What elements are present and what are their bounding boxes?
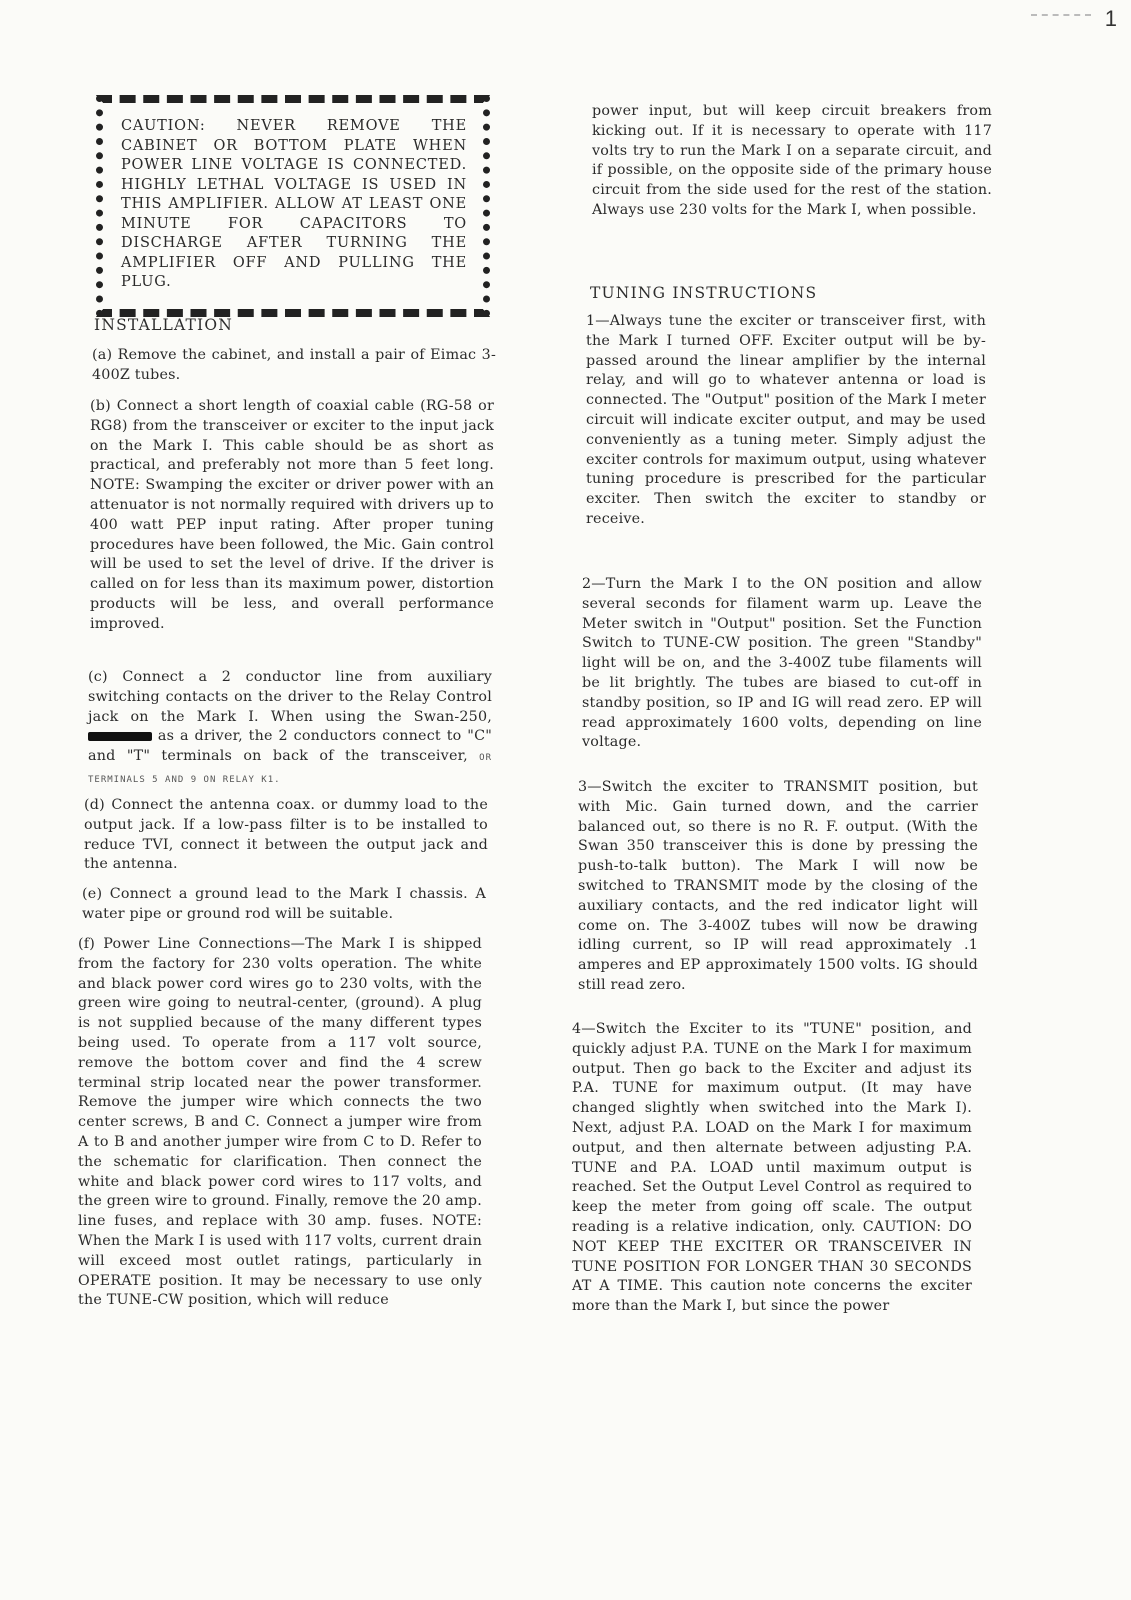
tuning-step-2: 2—Turn the Mark I to the ON position and allow several seconds for filament warm up. Leave the Meter switch in "Output" position. Set the Function Switch to TUNE-CW position. The green "Standby" light will be on, and the 3-400Z tube filaments will be lit brightly. The tubes are biased to cut-off in standby position, so IP and IG will read zero. EP will read approximately 1600 volts, depending on line voltage.	[582, 576, 982, 751]
installation-step-b: (b) Connect a short length of coaxial cable (RG-58 or RG8) from the transceiver or exciter to the input jack on the Mark I. This cable should be as short as practical, and preferably not more than 5 feet long. NOTE: Swamping the exciter or driver power with an attenuator is not normally required with drivers up to 400 watt PEP input rating. After proper tuning procedures have been followed, the Mic. Gain control will be used to set the level of drive. If the driver is called on for less than its maximum power, distortion products will be less, and overall performance improved.	[90, 398, 494, 632]
installation-step-d: (d) Connect the antenna coax. or dummy load to the output jack. If a low-pass filter is to be installed to reduce TVI, connect it between the output jack and the antenna.	[84, 797, 488, 873]
installation-step-c-text-1: (c) Connect a 2 conductor line from auxiliary switching contacts on the driver to the Relay Control jack on the Mark I. When using the Swan-250,	[88, 669, 492, 725]
corner-mark	[1031, 14, 1091, 18]
tuning-step-4: 4—Switch the Exciter to its "TUNE" position, and quickly adjust P.A. TUNE on the Mark I for maximum output. Then go back to the Exciter and adjust its P.A. TUNE for maximum output. (It may have changed slightly when switched into the Mark I). Next, adjust P.A. LOAD on the Mark I for maximum output, and then alternate between adjusting P.A. TUNE and P.A. LOAD until maximum output is reached. Set the Output Level Control as required to keep the meter from going off scale. The output reading is a relative indication, only. CAUTION: DO NOT KEEP THE EXCITER OR TRANSCEIVER IN TUNE POSITION FOR LONGER THAN 30 SECONDS AT A TIME. This caution note concerns the exciter more than the Mark I, but since the power	[572, 1021, 972, 1315]
installation-step-f: (f) Power Line Connections—The Mark I is shipped from the factory for 230 volts operation. The white and black power cord wires go to 230 volts, with the green wire going to neutral-center, (ground). A plug is not supplied because of the many different types being used. To operate from a 117 volt source, remove the bottom cover and find the 4 screw terminal strip located near the power transformer. Remove the jumper wire which connects the two center screws, B and C. Connect a jumper wire from A to B and another jumper wire from C to D. Refer to the schematic for clarification. Then connect the white and black power cord wires to 117 volts, and the green wire to ground. Finally, remove the 20 amp. line fuses, and replace with 30 amp. fuses. NOTE: When the Mark I is used with 117 volts, current drain will exceed most outlet ratings, particularly in OPERATE position. It may be necessary to use only the TUNE-CW position, which will reduce	[78, 936, 482, 1309]
caution-text: CAUTION: NEVER REMOVE THE CABINET OR BOTTOM PLATE WHEN POWER LINE VOLTAGE IS CONNECTED. HIGHLY LETHAL VOLTAGE IS USED IN THIS AMPLIFIER. ALLOW AT LEAST ONE MINUTE FOR CAPACITORS TO DISCHARGE AFTER TURNING THE AMPLIFIER OFF AND PULLING THE PLUG.	[121, 118, 467, 290]
installation-heading: INSTALLATION	[94, 316, 234, 334]
caution-box	[96, 95, 490, 317]
installation-step-e: (e) Connect a ground lead to the Mark I chassis. A water pipe or ground rod will be suitable.	[82, 886, 486, 922]
page-number: 1	[1104, 6, 1117, 31]
tuning-heading: TUNING INSTRUCTIONS	[590, 284, 818, 302]
installation-step-c-text-2: as a driver, the 2 conductors connect to "C" and "T" terminals on back of the transceiver,	[88, 728, 492, 765]
installation-step-c	[88, 668, 492, 791]
handwritten-note: OR TERMINALS 5 AND 9 ON RELAY K1.	[88, 753, 493, 785]
installation-step-a: (a) Remove the cabinet, and install a pair of Eimac 3-400Z tubes.	[92, 347, 496, 383]
redaction-mark	[88, 732, 152, 741]
power-continuation: power input, but will keep circuit breakers from kicking out. If it is necessary to operate with 117 volts try to run the Mark I on a separate circuit, and if possible, on the opposite side of the primary house circuit from the side used for the rest of the station. Always use 230 volts for the Mark I, when possible.	[592, 103, 992, 218]
tuning-step-3: 3—Switch the exciter to TRANSMIT position, but with Mic. Gain turned down, and the carrier balanced out, so there is no R. F. output. (With the Swan 350 transceiver this is done by pressing the push-to-talk button). The Mark I will now be switched to TRANSMIT mode by the closing of the auxiliary contacts, and the red indicator light will come on. The 3-400Z tubes will now be drawing idling current, so IP will read approximately .1 amperes and EP approximately 1500 volts. IG should still read zero.	[578, 779, 978, 993]
tuning-step-1: 1—Always tune the exciter or transceiver first, with the Mark I turned OFF. Exciter output will be by-passed around the linear amplifier by the internal relay, and will go to whatever antenna or load is connected. The "Output" position of the Mark I meter circuit will indicate exciter output, and may be used conveniently as a tuning meter. Simply adjust the exciter controls for maximum output, using whatever tuning procedure is prescribed for the particular exciter. Then switch the exciter to standby or receive.	[586, 313, 986, 527]
